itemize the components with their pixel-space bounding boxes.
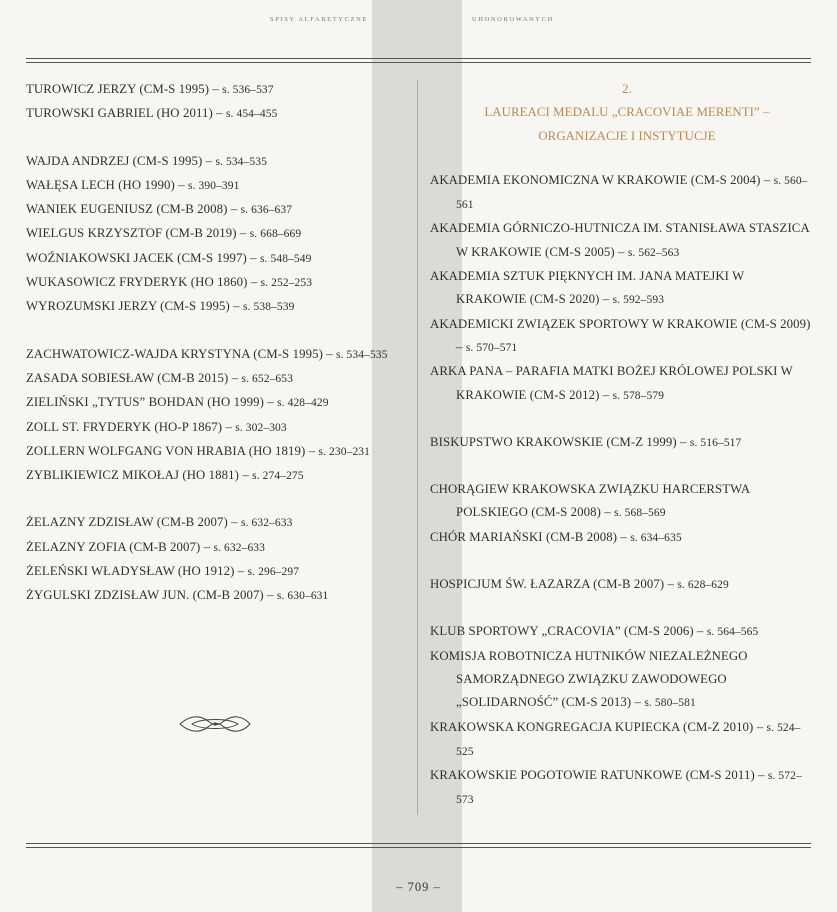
entry-pages: s. 428–429 [277,397,329,410]
entry-name: CHORĄGIEW KRAKOWSKA ZWIĄZKU HARCERSTWA POLSKIEGO (CM-S 2008) – [430,482,750,520]
top-double-rule [26,58,811,63]
group-spacer [430,455,814,478]
running-head-right: UHONOROWANYCH [472,16,554,23]
entry-pages: s. 296–297 [247,566,300,579]
index-entry [26,416,396,440]
index-entry [26,198,396,222]
entry-pages: s. 524–525 [456,721,801,758]
index-entry [26,440,396,464]
entry-name: WIELGUS KRZYSZTOF (CM-B 2019) – [26,226,250,241]
index-entry [430,265,814,313]
group-spacer [430,550,814,573]
ornament-flourish-icon [178,713,252,735]
group-spacer [430,408,814,431]
index-entry [26,367,396,391]
index-entry [430,573,814,597]
group-spacer [430,597,814,620]
group-spacer [26,127,396,150]
running-head-left: SPISY ALFABETYCZNE [270,16,368,23]
entry-pages: s. 548–549 [259,252,312,265]
index-entry [26,560,396,584]
entry-pages: s. 560–561 [456,174,808,212]
entry-name: ZASADA SOBIESŁAW (CM-B 2015) – [26,370,242,385]
left-column [26,78,396,609]
entry-pages: s. 302–303 [235,421,287,434]
index-entry [430,360,814,408]
entry-name: ZIELIŃSKI „TYTUS” BOHDAN (HO 1999) – [26,395,278,410]
section-number: 2. [622,82,632,96]
group-spacer [26,488,396,511]
entry-name: KOMISJA ROBOTNICZA HUTNIKÓW NIEZALEŻNEGO SAMORZĄDNEGO ZWIĄZKU ZAWODOWEGO „SOLIDARNOŚĆ” (CM-S 2013) – [430,648,748,710]
entry-name: KRAKOWSKIE POGOTOWIE RATUNKOWE (CM-S 2011) – [430,768,768,783]
entry-name: AKADEMIA EKONOMICZNA W KRAKOWIE (CM-S 2004) – [430,172,774,187]
index-entry [430,478,814,526]
entry-name: ARKA PANA – PARAFIA MATKI BOŻEJ KRÓLOWEJ POLSKI W KRAKOWIE (CM-S 2012) – [430,364,793,402]
index-entry [26,247,396,271]
index-entry [26,174,396,198]
index-entry [26,464,396,488]
entry-name: BISKUPSTWO KRAKOWSKIE (CM-Z 1999) – [430,434,690,449]
index-entry [430,217,814,265]
entry-name: WANIEK EUGENIUSZ (CM-B 2008) – [26,202,241,217]
page-number: – 709 – [396,880,441,894]
entry-name: WYROZUMSKI JERZY (CM-S 1995) – [26,299,243,314]
section-title-line-2: ORGANIZACJE I INSTYTUCJE [538,128,716,143]
entry-pages: s. 568–569 [614,507,666,520]
entry-name: TUROWSKI GABRIEL (HO 2011) – [26,106,226,121]
entry-pages: s. 562–563 [627,246,680,259]
index-entry [26,102,396,126]
entry-name: ZACHWATOWICZ-WAJDA KRYSTYNA (CM-S 1995) – [26,346,337,361]
section-heading [430,78,814,148]
section-title-line-1: LAUREACI MEDALU „CRACOVIAE MERENTI” – [484,105,770,120]
index-entry [430,431,814,455]
entry-pages: s. 534–535 [215,155,267,168]
entry-name: WAJDA ANDRZEJ (CM-S 1995) – [26,153,216,168]
entry-pages: s. 564–565 [706,626,759,639]
column-divider [417,80,418,815]
entry-pages: s. 274–275 [252,470,304,483]
index-entry [430,645,814,716]
entry-pages: s. 652–653 [241,372,293,385]
entry-pages: s. 632–633 [213,541,265,554]
entry-name: CHÓR MARIAŃSKI (CM-B 2008) – [430,529,631,544]
right-column [430,78,814,813]
index-entry [430,620,814,644]
index-entry [26,150,396,174]
entry-name: HOSPICJUM ŚW. ŁAZARZA (CM-B 2007) – [430,577,678,592]
entry-pages: s. 252–253 [260,277,313,290]
bottom-double-rule [26,843,811,848]
entry-name: ŻELAZNY ZDZISŁAW (CM-B 2007) – [26,515,241,530]
index-entry [26,511,396,535]
entry-name: ŻELEŃSKI WŁADYSŁAW (HO 1912) – [26,564,248,579]
entry-pages: s. 628–629 [677,579,729,592]
index-entry [430,169,814,218]
index-entry [26,78,396,102]
entry-pages: s. 572–573 [456,770,802,807]
index-entry [26,271,396,295]
entry-name: ŻYGULSKI ZDZISŁAW JUN. (CM-B 2007) – [26,588,277,603]
entry-pages: s. 634–635 [630,531,682,544]
entry-name: ZOLL ST. FRYDERYK (HO-P 1867) – [26,419,236,434]
entry-name: ŻELAZNY ZOFIA (CM-B 2007) – [26,539,214,554]
entry-name: WOŹNIAKOWSKI JACEK (CM-S 1997) – [26,250,260,265]
entry-pages: s. 592–593 [612,294,665,307]
group-spacer [26,320,396,343]
right-entries [430,169,814,813]
entry-pages: s. 668–669 [249,228,302,241]
entry-pages: s. 534–535 [336,348,388,361]
entry-pages: s. 230–231 [318,445,370,458]
entry-pages: s. 578–579 [612,389,665,402]
index-entry [26,584,396,608]
entry-pages: s. 536–537 [222,84,274,96]
index-entry [26,295,396,319]
index-entry [26,391,396,415]
entry-pages: s. 454–455 [225,108,278,121]
entry-name: ZOLLERN WOLFGANG VON HRABIA (HO 1819) – [26,443,319,458]
entry-name: ZYBLIKIEWICZ MIKOŁAJ (HO 1881) – [26,468,253,483]
entry-name: WAŁĘSA LECH (HO 1990) – [26,177,188,192]
entry-pages: s. 630–631 [276,590,329,603]
entry-pages: s. 516–517 [689,436,742,449]
index-entry [26,536,396,560]
entry-pages: s. 580–581 [644,697,696,710]
entry-pages: s. 632–633 [240,517,293,530]
index-entry [26,222,396,246]
entry-name: AKADEMICKI ZWIĄZEK SPORTOWY W KRAKOWIE (CM-S 2009) – [430,316,811,354]
index-entry [430,716,814,765]
entry-name: AKADEMIA SZTUK PIĘKNYCH IM. JANA MATEJKI W KRAKOWIE (CM-S 2020) – [430,269,745,307]
index-entry [430,764,814,813]
entry-name: KRAKOWSKA KONGREGACJA KUPIECKA (CM-Z 2010) – [430,719,767,734]
entry-name: AKADEMIA GÓRNICZO-HUTNICZA IM. STANISŁAWA STASZICA W KRAKOWIE (CM-S 2005) – [430,221,810,259]
entry-name: TUROWICZ JERZY (CM-S 1995) – [26,82,223,96]
index-entry [26,343,396,367]
entry-pages: s. 570–571 [465,341,518,354]
entry-pages: s. 636–637 [240,204,293,217]
index-entry [430,526,814,550]
entry-name: KLUB SPORTOWY „CRACOVIA” (CM-S 2006) – [430,624,707,639]
entry-pages: s. 538–539 [242,301,295,314]
index-entry [430,313,814,361]
entry-name: WUKASOWICZ FRYDERYK (HO 1860) – [26,275,261,290]
entry-pages: s. 390–391 [188,179,240,192]
